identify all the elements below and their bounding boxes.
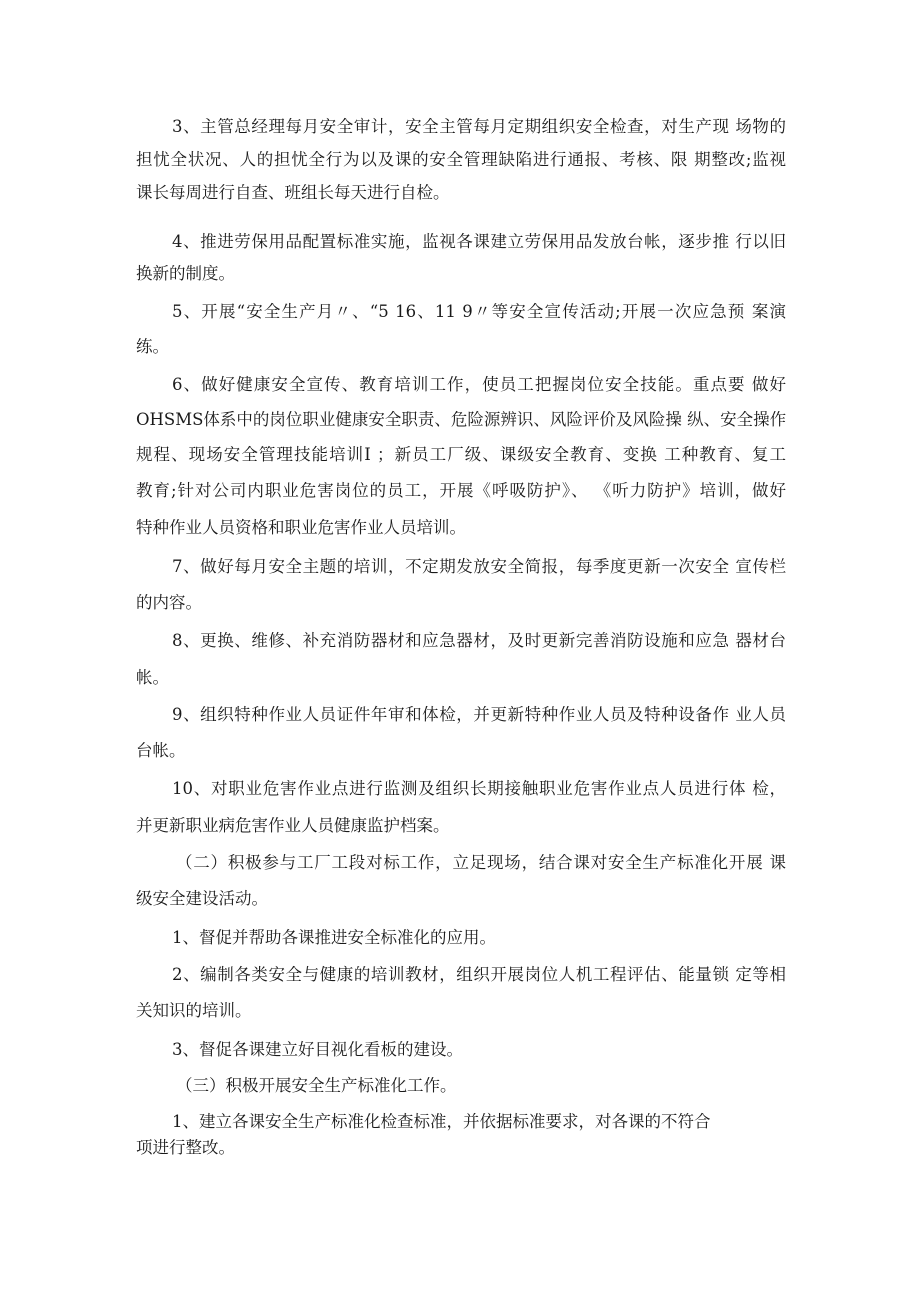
text-line: 10、对职业危害作业点进行监测及组织长期接触职业危害作业点人员进行体 检，	[172, 779, 786, 798]
text-line: （三）积极开展安全生产标准化工作。	[176, 1076, 457, 1095]
text-line: 关知识的培训。	[136, 1001, 252, 1020]
text-line: 换新的制度。	[136, 264, 235, 283]
text-line: 并更新职业病危害作业人员健康监护档案。	[136, 816, 450, 835]
text-line: 规程、现场安全管理技能培训I ；新员工厂级、课级安全教育、变换 工种教育、复工	[136, 445, 786, 464]
text-line: 帐。	[136, 668, 169, 687]
text-line: 项进行整改。	[136, 1138, 235, 1157]
text-line: 6、做好健康安全宣传、教育培训工作，使员工把握岗位安全技能。重点要 做好	[172, 375, 786, 394]
text-line: 的内容。	[136, 593, 202, 612]
text-line: 1、建立各课安全生产标准化检查标准，并依据标准要求，对各课的不符合	[172, 1112, 711, 1131]
text-line: 1、督促并帮助各课推进安全标准化的应用。	[172, 928, 496, 947]
text-line: 2、编制各类安全与健康的培训教材，组织开展岗位人机工程评估、能量锁 定等相	[172, 965, 786, 984]
text-line: OHSMS体系中的岗位职业健康安全职责、危险源辨识、风险评价及风险操 纵、安全操作	[136, 410, 787, 429]
text-line: 7、做好每月安全主题的培训，不定期发放安全简报，每季度更新一次安全 宣传栏	[172, 557, 786, 576]
text-line: 练。	[136, 337, 169, 356]
text-line: （二）积极参与工厂工段对标工作，立足现场，结合课对安全生产标准化开展 课	[176, 853, 786, 872]
text-line: 台帐。	[136, 741, 186, 760]
text-line: 9、组织特种作业人员证件年审和体检，并更新特种作业人员及特种设备作 业人员	[172, 705, 786, 724]
text-line: 教育;针对公司内职业危害岗位的员工，开展《呼吸防护》、 《听力防护》培训，做好	[136, 481, 786, 500]
text-line: 3、督促各课建立好目视化看板的建设。	[172, 1040, 463, 1059]
text-line: 3、主管总经理每月安全审计，安全主管每月定期组织安全检查，对生产现 场物的	[172, 117, 786, 136]
text-line: 担忧全状况、人的担忧全行为以及课的安全管理缺陷进行通报、考核、限 期整改;监视	[136, 150, 786, 169]
text-line: 8、更换、维修、补充消防器材和应急器材，及时更新完善消防设施和应急 器材台	[172, 631, 786, 650]
text-line: 课长每周进行自查、班组长每天进行自检。	[136, 183, 450, 202]
text-line: 特种作业人员资格和职业危害作业人员培训。	[136, 518, 466, 537]
text-line: 4、推进劳保用品配置标准实施，监视各课建立劳保用品发放台帐，逐步推 行以旧	[172, 232, 786, 251]
text-line: 5、开展“安全生产月〃、“5 16、11 9〃等安全宣传活动;开展一次应急预 案演	[172, 302, 786, 321]
text-line: 级安全建设活动。	[136, 889, 268, 908]
